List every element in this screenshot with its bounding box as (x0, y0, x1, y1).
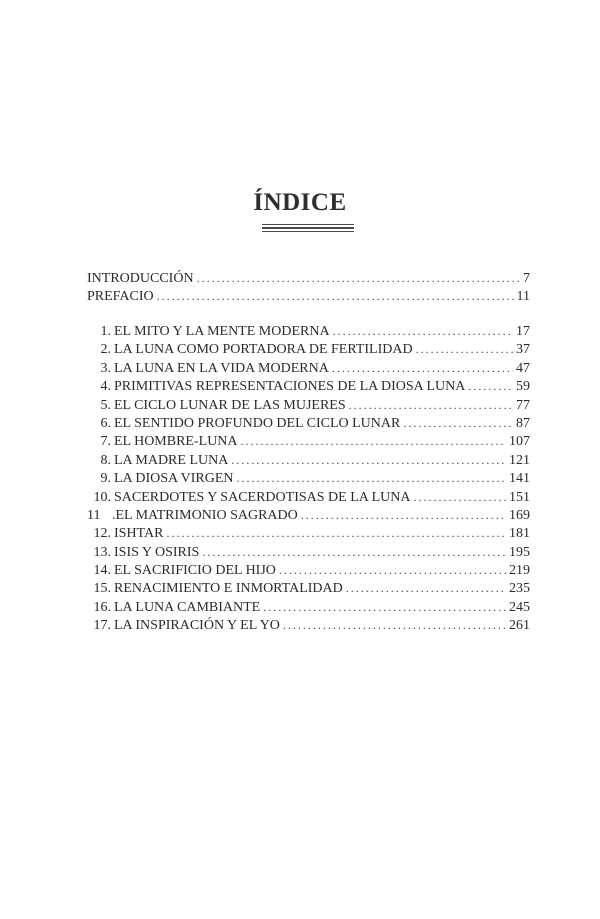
toc-entry-label: EL CICLO LUNAR DE LAS MUJERES (114, 397, 346, 413)
toc-entry-page: 261 (509, 618, 530, 634)
toc-entry-page: 235 (509, 581, 530, 597)
toc-entry-label: PRIMITIVAS REPRESENTACIONES DE LA DIOSA LUNA (114, 379, 466, 395)
toc-entry[interactable] (87, 616, 530, 634)
dot-leader (403, 414, 513, 432)
toc-entry-label: LA LUNA CAMBIANTE (114, 599, 261, 615)
toc-entry[interactable] (87, 414, 530, 432)
toc-entry[interactable] (87, 340, 530, 358)
toc-entry[interactable] (87, 377, 530, 395)
chapter-number: 8. (100, 452, 111, 468)
toc-entry-label: PREFACIO (87, 289, 154, 305)
rule-line (262, 227, 354, 229)
toc-entry-page: 7 (523, 271, 530, 286)
toc-entry-label: ISIS Y OSIRIS (114, 544, 200, 560)
chapter-number: 5. (100, 397, 111, 413)
toc-entry-page: 107 (509, 434, 530, 450)
toc-entry-page: 59 (516, 379, 530, 395)
toc-entry[interactable] (87, 322, 530, 340)
toc-entry-page: 151 (509, 489, 530, 505)
toc-entry-page: 245 (509, 599, 530, 615)
dot-leader (202, 543, 506, 561)
dot-leader (346, 579, 506, 597)
toc-entry[interactable] (87, 579, 530, 597)
toc-entry[interactable] (87, 287, 530, 305)
toc-entry-page: 17 (516, 324, 530, 339)
chapter-number: 7. (100, 434, 111, 450)
chapter-number: 10. (93, 489, 111, 505)
toc-entry-page: 219 (509, 563, 530, 579)
rule-line (262, 231, 354, 232)
toc-entry-label: ISHTAR (114, 526, 164, 542)
toc-entry-label: LA LUNA COMO PORTADORA DE FERTILIDAD (114, 342, 413, 358)
toc-entry-label: EL SACRIFICIO DEL HIJO (114, 563, 276, 579)
dot-leader (231, 451, 506, 469)
toc-entry[interactable] (87, 506, 530, 524)
toc-entry[interactable] (87, 543, 530, 561)
toc-entry[interactable] (87, 524, 530, 542)
toc-entry-label: LA INSPIRACIÓN Y EL YO (114, 618, 280, 634)
toc-entry-label: EL HOMBRE-LUNA (114, 434, 238, 450)
chapter-number: 16. (93, 599, 111, 615)
dot-leader (468, 377, 513, 395)
dot-leader (332, 359, 513, 377)
toc-entry[interactable] (87, 469, 530, 487)
toc-entry[interactable] (87, 396, 530, 414)
chapter-number: 9. (100, 471, 111, 487)
toc-entry-page: 169 (509, 507, 530, 523)
toc-entry-label: LA MADRE LUNA (114, 452, 229, 468)
toc-entry-label: LA LUNA EN LA VIDA MODERNA (114, 360, 329, 376)
toc-entry[interactable] (87, 359, 530, 377)
chapter-number: 12. (93, 526, 111, 542)
toc-entry-page: 195 (509, 544, 530, 560)
chapter-number: 3. (100, 360, 111, 376)
toc-entry-label: EL SENTIDO PROFUNDO DEL CICLO LUNAR (114, 415, 401, 431)
toc-entry-page: 37 (516, 342, 530, 358)
dot-leader (283, 616, 506, 634)
chapter-list (87, 322, 530, 635)
dot-leader (301, 506, 506, 524)
toc-entry-page: 181 (509, 526, 530, 542)
dot-leader (349, 396, 513, 414)
chapter-number: 2. (100, 342, 111, 358)
rule-line (262, 224, 354, 225)
toc-entry-page: 87 (516, 415, 530, 431)
page-title: ÍNDICE (253, 189, 347, 216)
toc-entry[interactable] (87, 269, 530, 287)
toc-entry-page: 121 (509, 452, 530, 468)
chapter-number: 11 (87, 507, 101, 523)
dot-leader (157, 287, 514, 305)
toc-entry-label: EL MITO Y LA MENTE MODERNA (114, 324, 330, 339)
toc-entry[interactable] (87, 598, 530, 616)
dot-leader (279, 561, 506, 579)
dot-leader (413, 488, 506, 506)
toc-entry-page: 47 (516, 360, 530, 376)
toc-entry-page: 77 (516, 397, 530, 413)
chapter-number: 17. (93, 618, 111, 634)
toc-entry[interactable] (87, 432, 530, 450)
dot-leader (241, 432, 506, 450)
toc-entry-label: RENACIMIENTO E INMORTALIDAD (114, 581, 343, 597)
toc-entry[interactable] (87, 451, 530, 469)
toc-entry-page: 141 (509, 471, 530, 487)
chapter-number: 4. (100, 379, 111, 395)
title-underline-rule (262, 224, 354, 232)
toc-entry-label: INTRODUCCIÓN (87, 271, 194, 286)
toc-entry[interactable] (87, 561, 530, 579)
chapter-number: 6. (100, 415, 111, 431)
dot-leader (197, 269, 520, 287)
dot-leader (416, 340, 513, 358)
chapter-number: 15. (93, 581, 111, 597)
toc-entry-label: LA DIOSA VIRGEN (114, 471, 234, 487)
toc-entry-label: .EL MATRIMONIO SAGRADO (112, 507, 298, 523)
dot-leader (333, 322, 513, 340)
toc-entry-label: SACERDOTES Y SACERDOTISAS DE LA LUNA (114, 489, 411, 505)
toc-entry[interactable] (87, 488, 530, 506)
front-matter-list (87, 269, 530, 306)
toc-entry-page: 11 (516, 289, 530, 305)
chapter-number: 14. (93, 563, 111, 579)
chapter-number: 1. (100, 324, 111, 339)
dot-leader (263, 598, 506, 616)
dot-leader (237, 469, 506, 487)
dot-leader (166, 524, 506, 542)
chapter-number: 13. (93, 544, 111, 560)
